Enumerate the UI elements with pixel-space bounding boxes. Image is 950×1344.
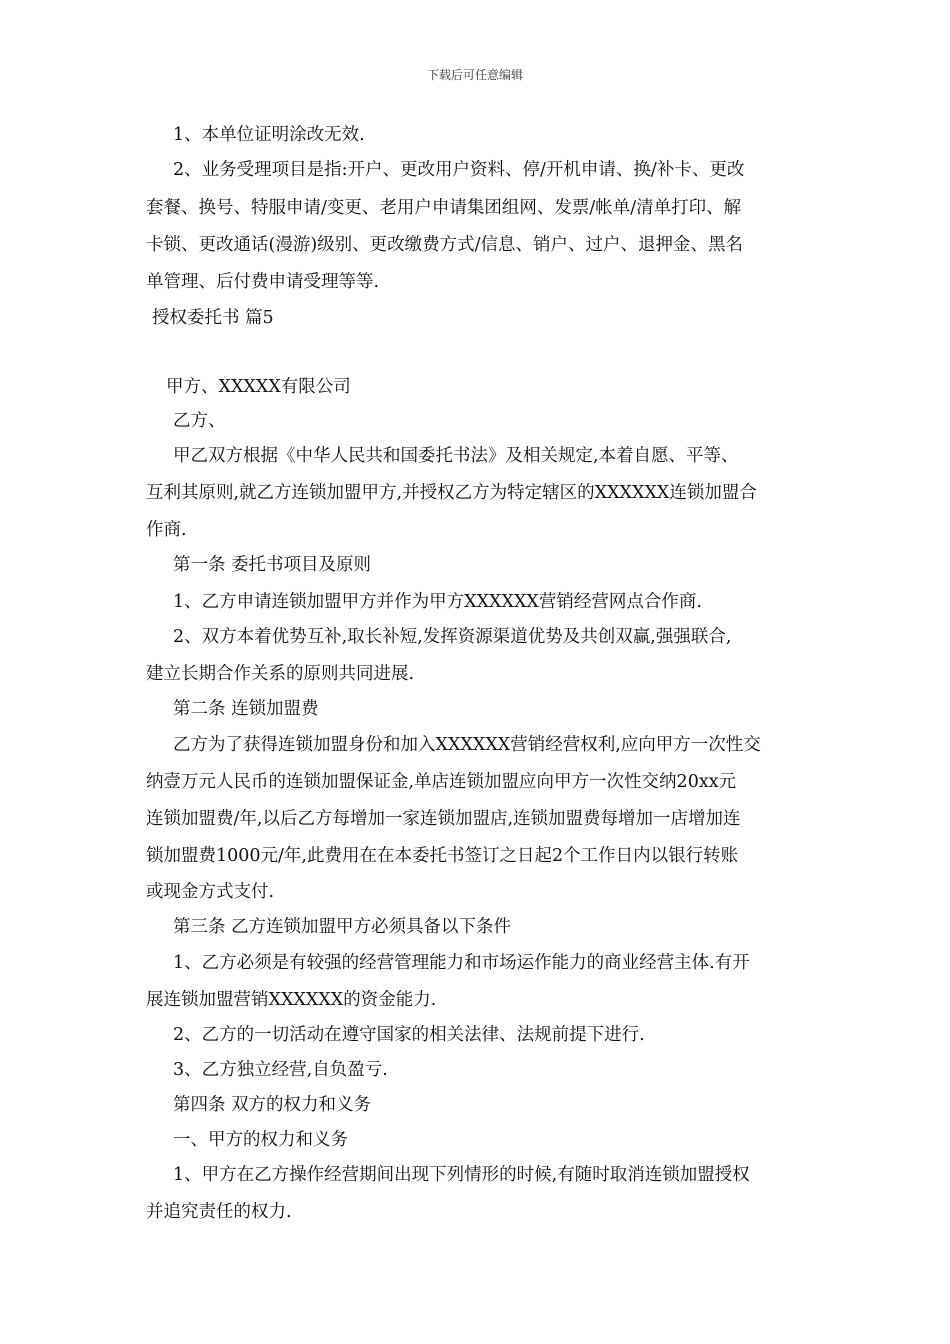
paragraph-line: 2、业务受理项目是指:开户、更改用户资料、停/开机申请、换/补卡、更改 (173, 160, 745, 180)
paragraph-line: 纳壹万元人民币的连锁加盟保证金,单店连锁加盟应向甲方一次性交纳20xx元 (146, 772, 737, 792)
party-a-line: 甲方、XXXXX有限公司 (166, 377, 351, 397)
paragraph-line: 或现金方式支付. (146, 882, 275, 902)
paragraph-line: 3、乙方独立经营,自负盈亏. (173, 1060, 388, 1080)
paragraph-line: 2、乙方的一切活动在遵守国家的相关法律、法规前提下进行. (173, 1025, 645, 1045)
paragraph-line: 1、乙方申请连锁加盟甲方并作为甲方XXXXXX营销经营网点合作商. (173, 592, 702, 612)
article-heading: 第一条 委托书项目及原则 (173, 555, 372, 575)
paragraph-line: 展连锁加盟营销XXXXXX的资金能力. (146, 990, 437, 1010)
paragraph-line: 锁加盟费1000元/年,此费用在在本委托书签订之日起2个工作日内以银行转账 (146, 846, 739, 866)
party-b-line: 乙方、 (173, 411, 226, 431)
paragraph-line: 2、双方本着优势互补,取长补短,发挥资源渠道优势及共创双赢,强强联合, (173, 627, 732, 647)
paragraph-line: 连锁加盟费/年,以后乙方每增加一家连锁加盟店,连锁加盟费每增加一店增加连 (146, 809, 741, 829)
sub-heading: 一、甲方的权力和义务 (173, 1130, 348, 1150)
paragraph-line: 建立长期合作关系的原则共同进展. (146, 664, 415, 684)
paragraph-line: 并追究责任的权力. (146, 1202, 292, 1222)
paragraph-line: 1、本单位证明涂改无效. (173, 125, 365, 145)
paragraph-line: 甲乙双方根据《中华人民共和国委托书法》及相关规定,本着自愿、平等、 (173, 446, 739, 466)
paragraph-line: 作商. (146, 520, 187, 540)
paragraph-line: 1、乙方必须是有较强的经营管理能力和市场运作能力的商业经营主体.有开 (173, 953, 750, 973)
paragraph-line: 1、甲方在乙方操作经营期间出现下列情形的时候,有随时取消连锁加盟授权 (173, 1165, 750, 1185)
section-title: 授权委托书 篇5 (152, 308, 274, 328)
paragraph-line: 互利其原则,就乙方连锁加盟甲方,并授权乙方为特定辖区的XXXXXX连锁加盟合 (146, 483, 757, 503)
paragraph-line: 卡锁、更改通话(漫游)级别、更改缴费方式/信息、销户、过户、退押金、黑名 (146, 235, 744, 255)
paragraph-line: 套餐、换号、特服申请/变更、老用户申请集团组网、发票/帐单/清单打印、解 (146, 198, 742, 218)
article-heading: 第二条 连锁加盟费 (173, 699, 319, 719)
article-heading: 第三条 乙方连锁加盟甲方必须具备以下条件 (173, 917, 512, 937)
paragraph-line: 乙方为了获得连锁加盟身份和加入XXXXXX营销经营权利,应向甲方一次性交 (173, 735, 761, 755)
page-header: 下载后可任意编辑 (426, 68, 523, 82)
paragraph-line: 单管理、后付费申请受理等等. (146, 272, 380, 292)
article-heading: 第四条 双方的权力和义务 (173, 1095, 372, 1115)
